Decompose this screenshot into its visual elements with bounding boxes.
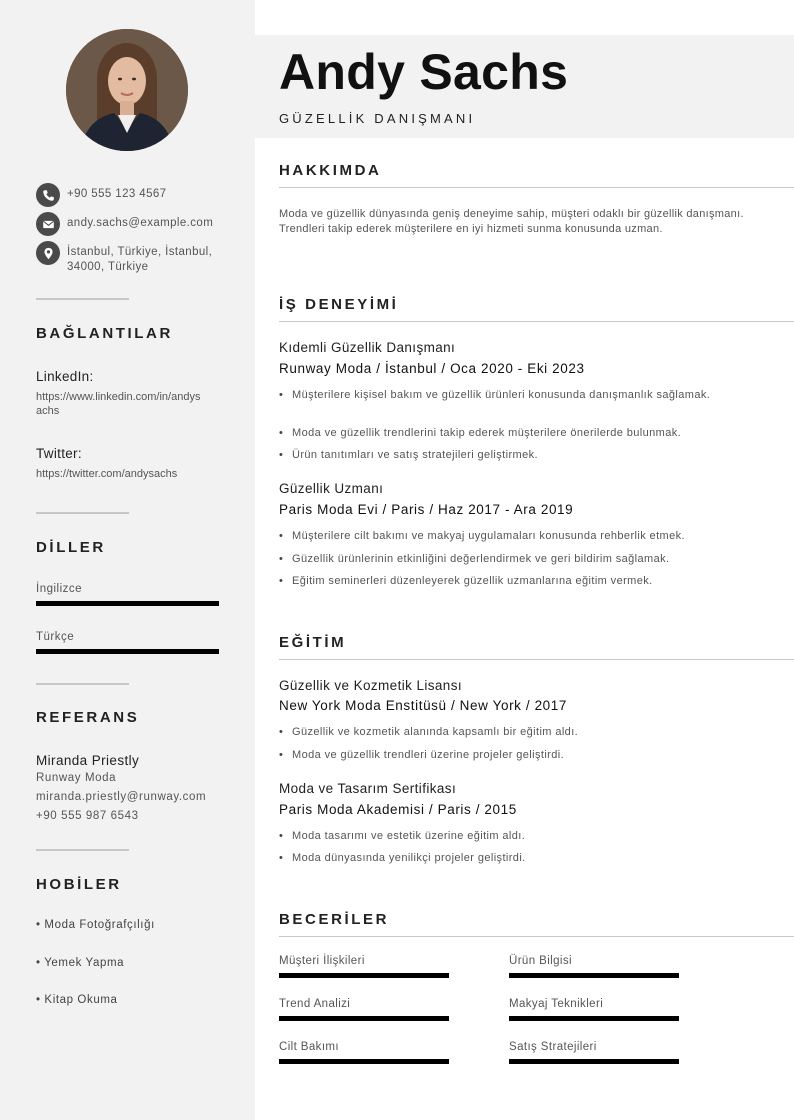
language-name: Türkçe <box>36 631 75 643</box>
education-title: Moda ve Tasarım Sertifikası <box>279 781 457 796</box>
main-content <box>255 0 794 1120</box>
skills-heading: BECERİLER <box>279 911 390 928</box>
education-heading: EĞİTİM <box>279 634 347 651</box>
hobby-item: • Yemek Yapma <box>36 957 125 969</box>
job-bullet: • Moda ve güzellik trendlerini takip ederek müşterilere önerilerde bulunmak. <box>279 426 759 441</box>
language-level-bar <box>36 649 219 654</box>
phone-icon <box>36 183 60 207</box>
address-line-1: İstanbul, Türkiye, İstanbul, <box>67 246 213 258</box>
education-bullet: • Moda ve güzellik trendleri üzerine projeler geliştirdi. <box>279 748 759 763</box>
job-bullet: • Müşterilere kişisel bakım ve güzellik ürünleri konusunda danışmanlık sağlamak. <box>279 388 759 403</box>
profile-title: GÜZELLİK DANIŞMANI <box>279 111 476 126</box>
job-title: Kıdemli Güzellik Danışmanı <box>279 340 456 355</box>
contact-phone <box>36 183 166 207</box>
skill-level-bar <box>279 1059 449 1064</box>
hobbies-heading: HOBİLER <box>36 876 122 893</box>
section-rule <box>279 659 794 660</box>
education-bullet: • Güzellik ve kozmetik alanında kapsamlı bir eğitim aldı. <box>279 725 759 740</box>
address-line-2: 34000, Türkiye <box>67 261 149 273</box>
envelope-icon <box>36 212 60 236</box>
hobby-item: • Kitap Okuma <box>36 994 118 1006</box>
education-subtitle: New York Moda Enstitüsü / New York / 2017 <box>279 698 568 713</box>
section-rule <box>279 936 794 937</box>
reference-name: Miranda Priestly <box>36 753 140 768</box>
sidebar <box>0 0 255 1120</box>
education-subtitle: Paris Moda Akademisi / Paris / 2015 <box>279 802 517 817</box>
skill-name: Ürün Bilgisi <box>509 955 572 967</box>
profile-photo <box>66 29 188 151</box>
experience-heading: İŞ DENEYİMİ <box>279 296 399 313</box>
contact-email <box>36 212 213 236</box>
linkedin-label: LinkedIn: <box>36 369 94 384</box>
skill-name: Cilt Bakımı <box>279 1041 339 1053</box>
job-subtitle: Runway Moda / İstanbul / Oca 2020 - Eki 2023 <box>279 361 585 376</box>
language-name: İngilizce <box>36 583 83 595</box>
languages-heading: DİLLER <box>36 539 106 556</box>
sidebar-divider <box>36 849 129 851</box>
contact-address <box>36 241 212 275</box>
reference-email: miranda.priestly@runway.com <box>36 791 207 803</box>
hobby-item: • Moda Fotoğrafçılığı <box>36 919 155 931</box>
job-bullet: • Güzellik ürünlerinin etkinliğini değerlendirmek ve geri bildirim sağlamak. <box>279 552 759 567</box>
sidebar-divider <box>36 512 129 514</box>
about-text: Moda ve güzellik dünyasında geniş deneyime sahip, müşteri odaklı bir güzellik danışmanı. Trendleri takip ederek müşterilere en iyi hizmeti sunma konusunda uzman. <box>279 208 744 235</box>
language-level-bar <box>36 601 219 606</box>
section-rule <box>279 321 794 322</box>
skill-name: Makyaj Teknikleri <box>509 998 604 1010</box>
avatar <box>66 29 188 151</box>
twitter-label: Twitter: <box>36 446 82 461</box>
skill-level-bar <box>509 973 679 978</box>
twitter-url[interactable]: https://twitter.com/andysachs <box>36 468 178 480</box>
job-bullet: • Eğitim seminerleri düzenleyerek güzellik uzmanlarına eğitim vermek. <box>279 574 759 589</box>
sidebar-divider <box>36 298 129 300</box>
linkedin-url[interactable]: https://www.linkedin.com/in/andys achs <box>36 391 201 417</box>
skill-level-bar <box>509 1059 679 1064</box>
job-bullet: • Müşterilere cilt bakımı ve makyaj uygulamaları konusunda rehberlik etmek. <box>279 529 759 544</box>
email-text: andy.sachs@example.com <box>67 217 214 229</box>
sidebar-divider <box>36 683 129 685</box>
job-subtitle: Paris Moda Evi / Paris / Haz 2017 - Ara 2019 <box>279 502 574 517</box>
skill-name: Satış Stratejileri <box>509 1041 597 1053</box>
about-heading: HAKKIMDA <box>279 162 382 179</box>
phone-text: +90 555 123 4567 <box>67 188 167 200</box>
skill-level-bar <box>509 1016 679 1021</box>
education-bullet: • Moda tasarımı ve estetik üzerine eğitim aldı. <box>279 829 759 844</box>
reference-company: Runway Moda <box>36 772 117 784</box>
skill-level-bar <box>279 973 449 978</box>
profile-name: Andy Sachs <box>279 44 569 100</box>
education-title: Güzellik ve Kozmetik Lisansı <box>279 678 463 693</box>
job-title: Güzellik Uzmanı <box>279 481 384 496</box>
skill-level-bar <box>279 1016 449 1021</box>
skill-name: Müşteri İlişkileri <box>279 955 365 967</box>
links-heading: BAĞLANTILAR <box>36 325 173 342</box>
education-bullet: • Moda dünyasında yenilikçi projeler geliştirdi. <box>279 851 759 866</box>
reference-phone: +90 555 987 6543 <box>36 810 139 822</box>
job-bullet: • Ürün tanıtımları ve satış stratejileri geliştirmek. <box>279 448 759 463</box>
reference-heading: REFERANS <box>36 709 140 726</box>
section-rule <box>279 187 794 188</box>
location-pin-icon <box>36 241 60 265</box>
skill-name: Trend Analizi <box>279 998 351 1010</box>
